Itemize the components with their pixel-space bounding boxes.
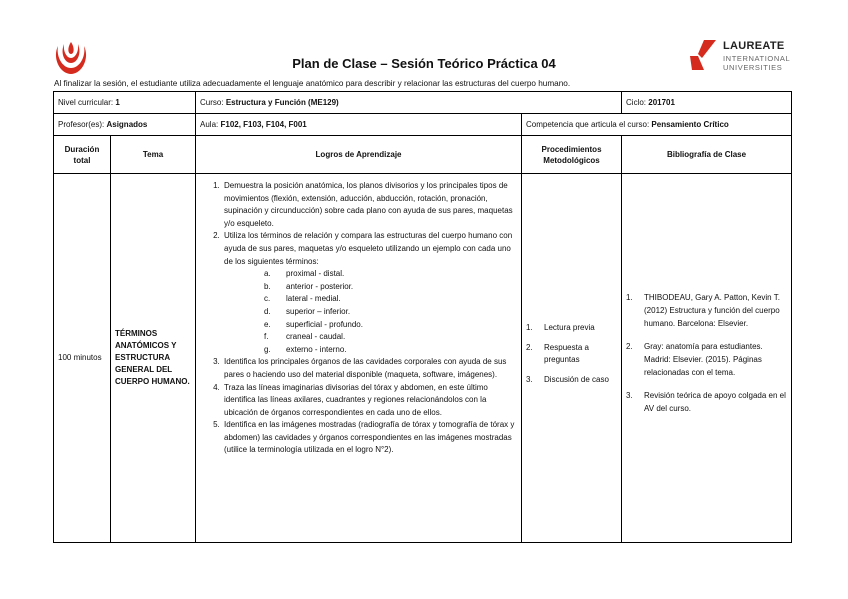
logro-2-terms [224, 268, 517, 356]
column-header-row [54, 136, 792, 174]
list-item [626, 389, 787, 415]
item-text: Lectura previa [544, 323, 595, 332]
term-text: craneal - caudal. [286, 332, 346, 342]
item-number: 2. [526, 343, 533, 352]
curso-value: Estructura y Función (ME129) [225, 98, 339, 107]
col-header-duracion: Duración total [54, 136, 111, 174]
curso-label: Curso: [200, 98, 226, 107]
logros-list [200, 180, 517, 457]
logro-1: 1. Demuestra la posición anatómica, los planos divisorios y los principales tipos de movimientos (flexión, extensión, aducción, abducción, rotación, pronación, supinación y circunducción) sobre cada plano con ayuda de sus pares, maquetas y/o esqueleto. [222, 180, 517, 230]
logro-3: 3. Identifica los principales órganos de las cavidades corporales con ayuda de sus pares o haciendo uso del material disponible (maqueta, software, imágenes). [222, 356, 517, 381]
list-item [526, 322, 617, 334]
term-letter: f. [264, 332, 269, 342]
item-text: Discusión de caso [544, 375, 609, 384]
page-title: Plan de Clase – Sesión Teórico Práctica 04 [292, 56, 556, 71]
curso-cell [196, 92, 622, 114]
logro-2 [222, 230, 517, 356]
logro-4: 4. Traza las líneas imaginarias divisorias del tórax y abdomen, en este último identifica las líneas axilares, cuadrantes y regiones relacionándolos con la ubicación de órganos correspondientes en cada uno de ellos. [222, 382, 517, 420]
item-text: Respuesta a preguntas [544, 343, 589, 364]
col-header-logros: Logros de Aprendizaje [196, 136, 522, 174]
term-letter: d. [264, 306, 271, 316]
term-text: externo - interno. [286, 344, 347, 354]
info-row-2 [54, 114, 792, 136]
aula-cell [196, 114, 522, 136]
aula-value: F102, F103, F104, F001 [220, 120, 307, 129]
nivel-cell [54, 92, 196, 114]
col-header-tema: Tema [111, 136, 196, 174]
logro-2-text: Utiliza los términos de relación y compara las estructuras del cuerpo humano con ayuda de sus pares, maquetas y/o esqueleto utilizando un ejemplo con cada uno de los siguientes términos: [224, 231, 513, 266]
list-item [264, 293, 517, 306]
item-text: Revisión teórica de apoyo colgada en el AV del curso. [644, 391, 786, 413]
ciclo-value: 201701 [648, 98, 675, 107]
item-number: 1. [526, 323, 533, 332]
nivel-value: 1 [115, 98, 120, 107]
list-item [626, 340, 787, 379]
list-item [264, 319, 517, 332]
content-row [54, 174, 792, 543]
intro-text: Al finalizar la sesión, el estudiante utiliza adecuadamente el lenguaje anatómico para describir y relacionar las estructuras del cuerpo humano. [54, 79, 571, 88]
term-text: superior – inferior. [286, 306, 351, 316]
item-text: Gray: anatomía para estudiantes. Madrid: Elsevier. (2015). Páginas relacionadas con el tema. [644, 342, 763, 377]
term-letter: b. [264, 281, 271, 291]
list-item [264, 281, 517, 294]
term-letter: c. [264, 294, 271, 304]
logro-5: 5. Identifica en las imágenes mostradas (radiografía de tórax y tomografía de tórax y abdomen) las cavidades y órganos correspondientes en las imágenes mostradas (utilice la terminología utilizada en el logro N°2). [222, 419, 517, 457]
list-item [526, 342, 617, 366]
procedimientos-list [526, 322, 617, 386]
list-item [264, 268, 517, 281]
aula-label: Aula: [200, 120, 221, 129]
logros-cell [196, 174, 522, 543]
list-item [626, 291, 787, 330]
term-letter: a. [264, 269, 271, 279]
tema-cell: TÉRMINOS ANATÓMICOS Y ESTRUCTURA GENERAL DEL CUERPO HUMANO. [111, 174, 196, 543]
profesor-cell [54, 114, 196, 136]
list-item [264, 306, 517, 319]
profesor-label: Profesor(es): [58, 120, 107, 129]
ciclo-cell [622, 92, 792, 114]
term-text: lateral - medial. [286, 294, 341, 304]
info-row-1 [54, 92, 792, 114]
competencia-cell [522, 114, 792, 136]
term-text: proximal - distal. [286, 269, 345, 279]
term-text: anterior - posterior. [286, 281, 354, 291]
procedimientos-cell [522, 174, 622, 543]
laureate-subtitle: INTERNATIONAL UNIVERSITIES [723, 54, 791, 72]
term-text: superficial - profundo. [286, 319, 363, 329]
col-header-procedimientos: Procedimientos Metodológicos [522, 136, 622, 174]
term-letter: g. [264, 344, 271, 354]
item-number: 2. [626, 342, 633, 351]
list-item [264, 331, 517, 344]
competencia-label: Competencia que articula el curso: [526, 120, 652, 129]
item-number: 1. [626, 293, 633, 302]
bibliografia-list [626, 291, 787, 415]
list-item [264, 344, 517, 357]
bibliografia-cell [622, 174, 792, 543]
list-item [526, 374, 617, 386]
term-letter: e. [264, 319, 271, 329]
laureate-wordmark: LAUREATE [723, 40, 785, 52]
ciclo-label: Ciclo: [626, 98, 649, 107]
profesor-value: Asignados [106, 120, 148, 129]
col-header-bibliografia: Bibliografía de Clase [622, 136, 792, 174]
nivel-label: Nivel curricular: [58, 98, 116, 107]
item-text: THIBODEAU, Gary A. Patton, Kevin T. (2012) Estructura y función del cuerpo humano. Barcelona: Elsevier. [644, 293, 780, 328]
lesson-plan-table [53, 91, 792, 543]
competencia-value: Pensamiento Crítico [651, 120, 729, 129]
duracion-cell: 100 minutos [54, 174, 111, 543]
item-number: 3. [626, 391, 633, 400]
item-number: 3. [526, 375, 533, 384]
